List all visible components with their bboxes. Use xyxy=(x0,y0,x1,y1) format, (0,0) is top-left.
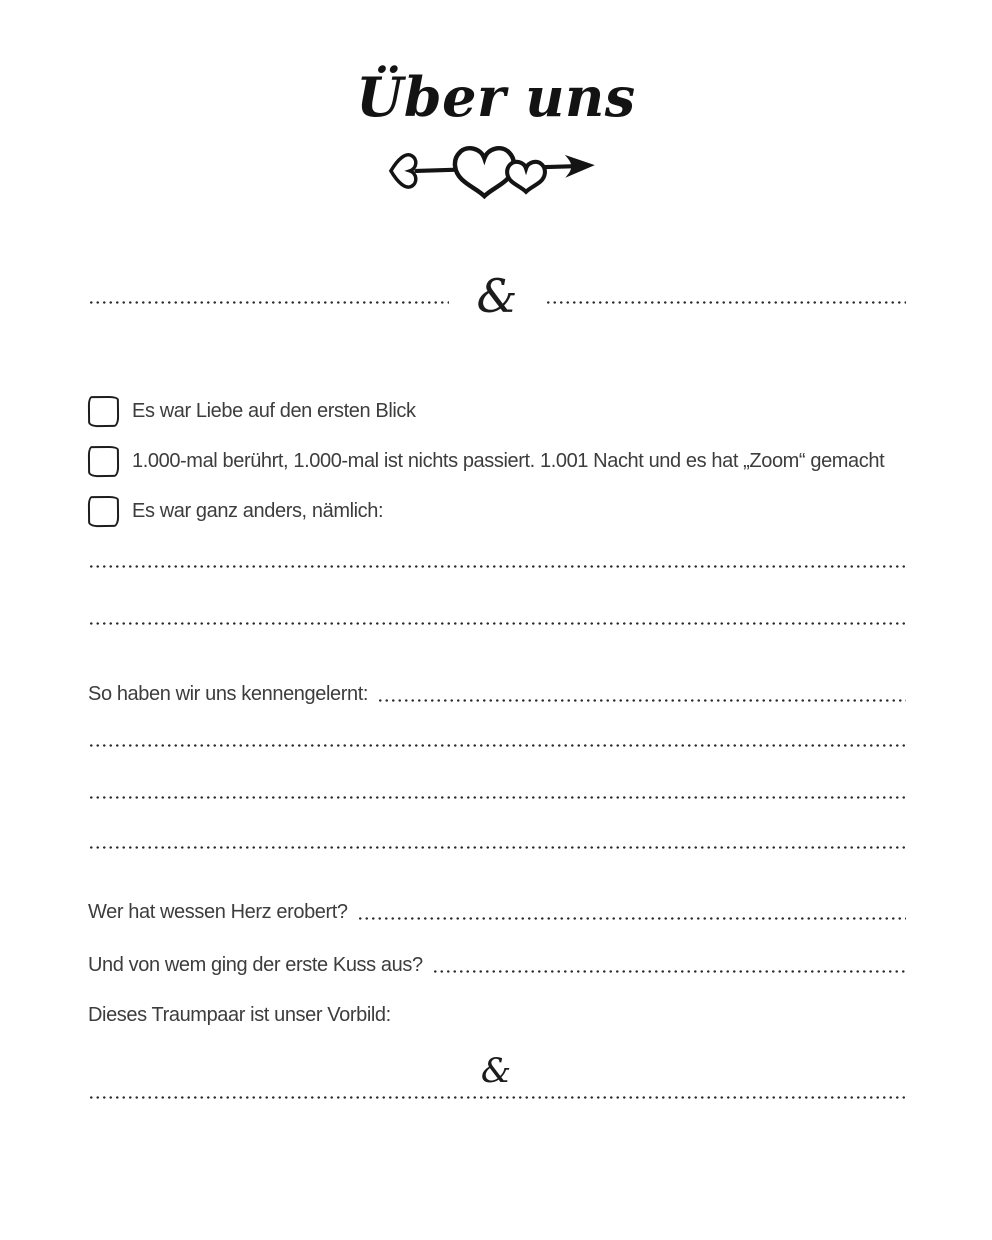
how-it-started-options xyxy=(88,394,906,544)
question-first-kiss xyxy=(88,951,906,977)
how-we-met-write-in-line[interactable] xyxy=(377,699,906,702)
question-how-we-met xyxy=(88,680,906,706)
name-left-write-in-line[interactable] xyxy=(88,301,449,304)
question-label: So haben wir uns kennengelernt: xyxy=(88,683,369,705)
question-role-model-couple xyxy=(88,1001,906,1027)
ganz-anders-write-in-line-2[interactable] xyxy=(88,622,906,625)
checkbox-love-at-first-sight[interactable] xyxy=(88,395,119,426)
question-who-conquered-heart xyxy=(88,898,906,924)
heart-arrow-icon xyxy=(389,137,604,199)
couple-names-row xyxy=(88,258,906,324)
question-label: Und von wem ging der erste Kuss aus? xyxy=(88,954,423,976)
how-we-met-write-in-line-4[interactable] xyxy=(88,846,906,849)
names-ampersand: & xyxy=(476,269,518,324)
name-right-write-in-line[interactable] xyxy=(545,301,906,304)
option-row-1000-mal-beruehrt xyxy=(88,444,906,478)
who-conquered-heart-write-in-line[interactable] xyxy=(357,917,906,920)
option-row-ganz-anders xyxy=(88,494,906,528)
option-label: 1.000-mal berührt, 1.000-mal ist nichts passiert. 1.001 Nacht und es hat „Zoom“ gemacht xyxy=(132,449,885,472)
option-label: Es war ganz anders, nämlich: xyxy=(132,499,384,522)
option-label: Es war Liebe auf den ersten Blick xyxy=(132,399,416,422)
question-label: Wer hat wessen Herz erobert? xyxy=(88,901,348,923)
how-we-met-write-in-line-3[interactable] xyxy=(88,796,906,799)
checkbox-ganz-anders[interactable] xyxy=(88,495,119,526)
first-kiss-write-in-line[interactable] xyxy=(432,970,906,973)
option-row-love-at-first-sight xyxy=(88,394,906,428)
question-label: Dieses Traumpaar ist unser Vorbild: xyxy=(88,1004,391,1026)
role-model-ampersand: & xyxy=(480,1051,512,1091)
ganz-anders-write-in-line-1[interactable] xyxy=(88,565,906,568)
role-model-write-in-line[interactable] xyxy=(88,1096,906,1099)
checkbox-1000-mal-beruehrt[interactable] xyxy=(88,445,119,476)
heart-arrow-decoration xyxy=(389,137,604,204)
how-we-met-write-in-line-2[interactable] xyxy=(88,744,906,747)
page-title: Über uns xyxy=(356,65,636,129)
